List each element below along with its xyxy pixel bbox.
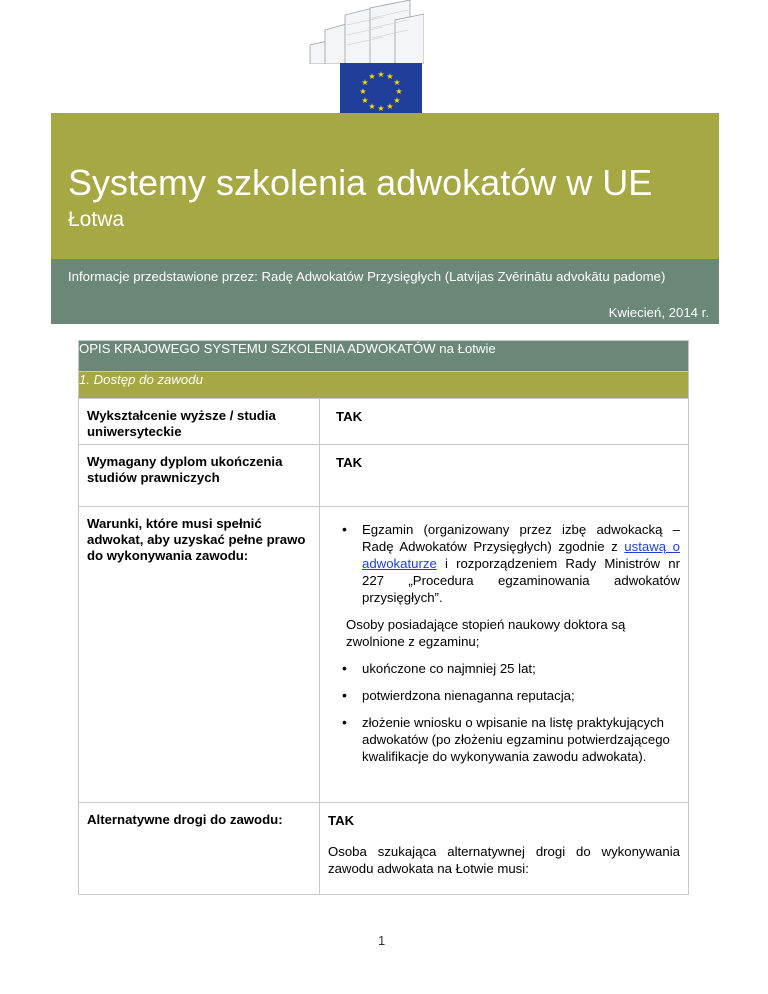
conditions-list-2 [336,660,680,765]
row-description: Osoba szukająca alternatywnej drogi do wykonywania zawodu adwokata na Łotwie musi: [328,844,680,876]
page-number: 1 [378,933,386,948]
row-label: Alternatywne drogi do zawodu: [79,803,320,895]
list-item: • ukończone co najmniej 25 lat; [336,660,680,677]
table-header: OPIS KRAJOWEGO SYSTEMU SZKOLENIA ADWOKATÓW na Łotwie [79,341,689,372]
table-row [79,445,689,507]
svg-text:★: ★ [359,87,367,96]
exemption-note: Osoby posiadające stopień naukowy doktora są zwolnione z egzaminu; [346,617,626,649]
info-date: Kwiecień, 2014 r. [608,305,709,320]
svg-text:★: ★ [368,102,376,111]
page-subtitle: Łotwa [68,208,125,231]
table-row [79,507,689,803]
svg-text:★: ★ [361,78,369,87]
table-header-row [79,341,689,372]
svg-text:★: ★ [386,72,394,81]
row-value [320,399,689,445]
svg-text:★: ★ [377,70,385,79]
row-value-text: TAK [336,409,363,424]
info-band [51,259,719,324]
list-item: • złożenie wniosku o wpisanie na listę praktykujących adwokatów (po złożeniu egzaminu potwierdzającego kwalifikacje do wykonywania zawodu adwokata). [336,714,680,765]
table-row [79,803,689,895]
svg-text:★: ★ [361,96,369,105]
row-value-text: TAK [328,813,355,828]
conditions-list [336,521,680,606]
svg-text:★: ★ [368,72,376,81]
info-text: Informacje przedstawione przez: Radę Adwokatów Przysięgłych (Latvijas Zvērinātu advokātu padome) [68,269,666,284]
row-value-text: TAK [336,455,363,470]
row-value [320,507,689,803]
section-row [79,372,689,399]
list-item: • potwierdzona nienaganna reputacja; [336,687,680,704]
page-title: Systemy szkolenia adwokatów w UE [68,162,653,203]
svg-text:★: ★ [393,78,401,87]
section-title: 1. Dostęp do zawodu [79,372,689,399]
svg-text:★: ★ [395,87,403,96]
bullet-text: i rozporządzeniem Rady Ministrów nr 227 „Procedura egzaminowania adwokatów przysięgłych”. [362,556,680,605]
row-label: Warunki, które musi spełnić adwokat, aby uzyskać pełne prawo do wykonywania zawodu: [79,507,320,803]
row-label: Wymagany dyplom ukończenia studiów prawniczych [79,445,320,507]
list-item [336,521,680,606]
row-value [320,803,689,895]
svg-text:★: ★ [386,102,394,111]
bullet-text: Egzamin (organizowany przez izbę adwokacką – Radę Adwokatów Przysięgłych) zgodnie z [362,522,680,554]
row-value [320,445,689,507]
row-label: Wykształcenie wyższe / studia uniwersyteckie [79,399,320,445]
training-system-table [78,340,689,895]
svg-text:★: ★ [377,104,385,113]
building-logo-icon [300,0,424,64]
law-link[interactable]: ustawą o adwokaturze [362,539,680,571]
table-row [79,399,689,445]
svg-text:★: ★ [393,96,401,105]
